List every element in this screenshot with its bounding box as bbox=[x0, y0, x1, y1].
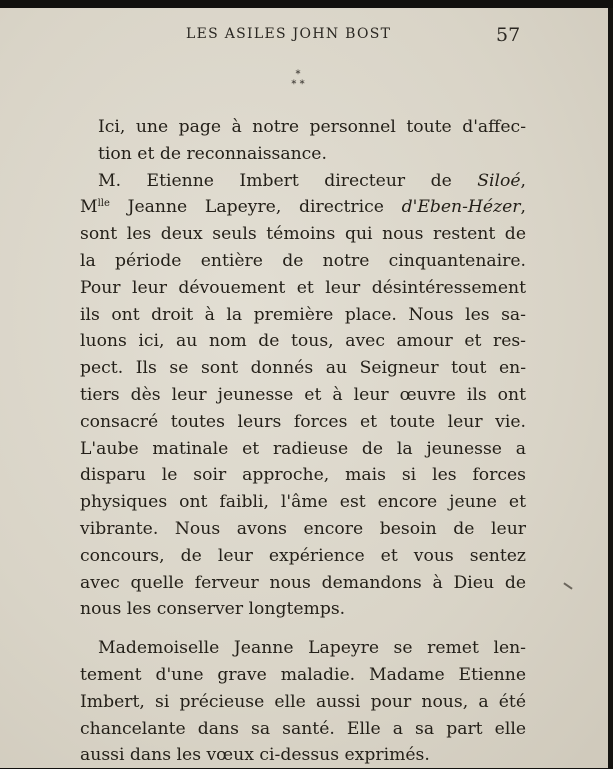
text-line: nous les conserver longtemps. bbox=[80, 599, 346, 620]
text-line: chancelante dans sa santé. Elle a sa part elle bbox=[80, 718, 526, 739]
page-edge-shadow bbox=[608, 8, 613, 768]
italic-place-name: d'Eben-Hézer bbox=[401, 197, 521, 218]
text-line: physiques ont faibli, l'âme est encore jeune et bbox=[80, 492, 526, 513]
text-line: Ici, une page à notre personnel toute d'affec- bbox=[98, 117, 526, 137]
text-line: M. Etienne Imbert directeur de Siloé, bbox=[98, 170, 526, 191]
asterism-top: * bbox=[295, 69, 301, 80]
text-line: la période entière de notre cinquantenaire. bbox=[80, 250, 526, 271]
text-line: ils ont droit à la première place. Nous les sa- bbox=[80, 304, 526, 325]
text-line: consacré toutes leurs forces et toute leur vie. bbox=[80, 411, 526, 432]
paragraph-1 bbox=[80, 114, 526, 168]
text-line: tion et de reconnaissance. bbox=[98, 143, 327, 164]
text-line: Mademoiselle Jeanne Lapeyre se remet len- bbox=[98, 638, 526, 659]
text-line: disparu le soir approche, mais si les forces bbox=[80, 465, 526, 486]
paragraph-2 bbox=[80, 168, 526, 624]
running-title: LES ASILES JOHN BOST bbox=[186, 26, 392, 42]
text-line: luons ici, au nom de tous, avec amour et res- bbox=[80, 331, 526, 352]
paragraph-3 bbox=[80, 635, 526, 769]
page-number: 57 bbox=[496, 24, 521, 46]
asterism-bottom: * * bbox=[291, 79, 305, 90]
text-line: vibrante. Nous avons encore besoin de leur bbox=[80, 518, 526, 539]
text-line: Imbert, si précieuse elle aussi pour nous, a été bbox=[80, 691, 526, 712]
text-line: $M^{lle}$ Jeanne Lapeyre, directrice d'Eben-Hézer, bbox=[80, 197, 526, 218]
text-line: aussi dans les vœux ci-dessus exprimés. bbox=[80, 745, 430, 766]
text-line: concours, de leur expérience et vous sentez bbox=[80, 545, 526, 566]
body-text bbox=[80, 114, 526, 769]
superscript: lle bbox=[97, 198, 110, 210]
text-line: Pour leur dévouement et leur désintéressement bbox=[80, 277, 526, 298]
text-line: tiers dès leur jeunesse et à leur œuvre ils ont bbox=[80, 384, 526, 405]
text-line: avec quelle ferveur nous demandons à Dieu de bbox=[80, 572, 526, 593]
text-line: tement d'une grave maladie. Madame Etienne bbox=[80, 664, 526, 685]
page-header bbox=[0, 24, 600, 48]
text-line: L'aube matinale et radieuse de la jeunesse a bbox=[80, 438, 526, 459]
asterism-ornament bbox=[278, 70, 318, 96]
italic-place-name: Siloé bbox=[477, 170, 521, 191]
text-line: sont les deux seuls témoins qui nous restent de bbox=[80, 224, 526, 245]
text-line: pect. Ils se sont donnés au Seigneur tout en- bbox=[80, 358, 526, 379]
